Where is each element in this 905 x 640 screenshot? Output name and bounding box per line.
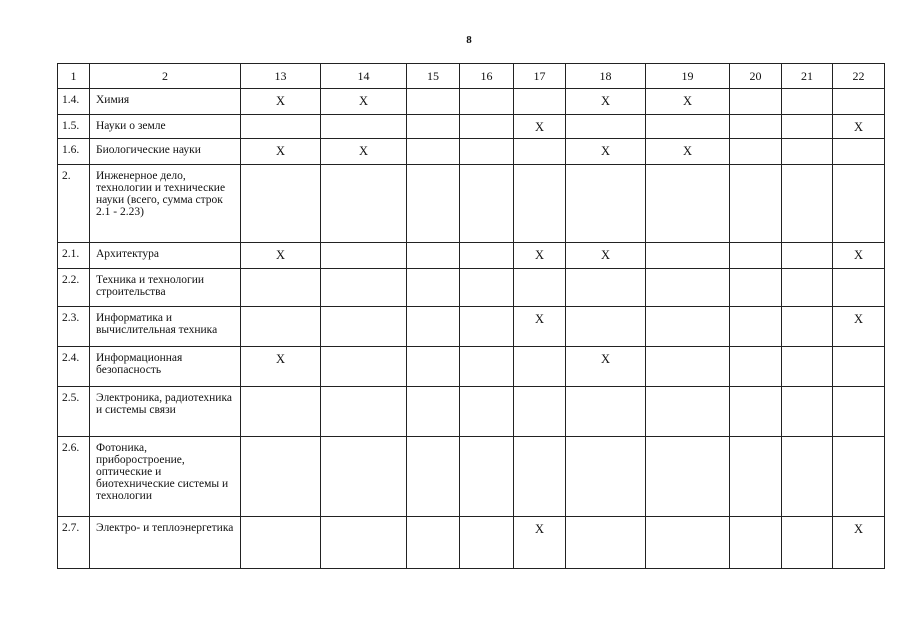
mark-cell <box>782 347 833 387</box>
mark-cell: X <box>241 139 321 165</box>
mark-cell <box>566 115 646 139</box>
row-name-cell: Электроника, радиотехника и системы связи <box>90 387 241 437</box>
mark-cell <box>782 115 833 139</box>
mark-cell <box>514 269 566 307</box>
mark-cell <box>407 347 460 387</box>
header-cell: 13 <box>241 64 321 89</box>
table-body <box>58 64 885 569</box>
row-number-cell: 2.7. <box>58 517 90 569</box>
mark-cell <box>566 517 646 569</box>
mark-cell <box>241 387 321 437</box>
mark-cell: X <box>321 89 407 115</box>
mark-cell <box>782 269 833 307</box>
mark-cell <box>782 387 833 437</box>
table-row <box>58 307 885 347</box>
row-name-cell: Инженерное дело, технологии и технические науки (всего, сумма строк 2.1 - 2.23) <box>90 165 241 243</box>
mark-cell: X <box>646 139 730 165</box>
mark-cell <box>646 347 730 387</box>
row-name-cell: Информатика и вычислительная техника <box>90 307 241 347</box>
mark-cell <box>514 387 566 437</box>
header-cell: 1 <box>58 64 90 89</box>
mark-cell <box>566 165 646 243</box>
mark-cell <box>833 165 885 243</box>
mark-cell <box>407 139 460 165</box>
row-name-cell: Электро- и теплоэнергетика <box>90 517 241 569</box>
mark-cell: X <box>833 243 885 269</box>
row-number-cell: 2. <box>58 165 90 243</box>
mark-cell <box>730 387 782 437</box>
mark-cell <box>321 347 407 387</box>
mark-cell <box>646 517 730 569</box>
row-name-cell: Химия <box>90 89 241 115</box>
mark-cell <box>730 307 782 347</box>
mark-cell <box>460 115 514 139</box>
mark-cell <box>730 89 782 115</box>
row-number-cell: 1.6. <box>58 139 90 165</box>
mark-cell: X <box>566 347 646 387</box>
table-row <box>58 387 885 437</box>
table-header-row <box>58 64 885 89</box>
header-cell: 15 <box>407 64 460 89</box>
row-number-cell: 2.5. <box>58 387 90 437</box>
mark-cell: X <box>833 115 885 139</box>
mark-cell <box>460 89 514 115</box>
mark-cell <box>514 139 566 165</box>
mark-cell <box>782 517 833 569</box>
mark-cell <box>646 387 730 437</box>
table-row <box>58 165 885 243</box>
header-cell: 19 <box>646 64 730 89</box>
mark-cell <box>241 307 321 347</box>
mark-cell <box>514 347 566 387</box>
data-table <box>57 63 885 569</box>
page-number: 8 <box>466 34 472 46</box>
mark-cell <box>407 307 460 347</box>
mark-cell: X <box>646 89 730 115</box>
mark-cell <box>833 269 885 307</box>
mark-cell: X <box>514 115 566 139</box>
mark-cell <box>407 165 460 243</box>
mark-cell: X <box>833 517 885 569</box>
mark-cell <box>646 165 730 243</box>
mark-cell <box>566 437 646 517</box>
mark-cell <box>460 165 514 243</box>
mark-cell <box>730 269 782 307</box>
mark-cell <box>241 437 321 517</box>
mark-cell <box>566 269 646 307</box>
mark-cell <box>782 243 833 269</box>
mark-cell <box>833 387 885 437</box>
mark-cell <box>407 517 460 569</box>
mark-cell <box>514 165 566 243</box>
mark-cell <box>321 243 407 269</box>
mark-cell: X <box>566 89 646 115</box>
mark-cell <box>730 115 782 139</box>
mark-cell <box>833 437 885 517</box>
mark-cell <box>782 139 833 165</box>
header-cell: 16 <box>460 64 514 89</box>
row-number-cell: 2.1. <box>58 243 90 269</box>
table-row <box>58 517 885 569</box>
row-name-cell: Архитектура <box>90 243 241 269</box>
mark-cell <box>730 437 782 517</box>
mark-cell <box>321 307 407 347</box>
mark-cell: X <box>321 139 407 165</box>
mark-cell <box>407 437 460 517</box>
table-row <box>58 347 885 387</box>
mark-cell <box>241 115 321 139</box>
row-number-cell: 2.4. <box>58 347 90 387</box>
header-cell: 17 <box>514 64 566 89</box>
mark-cell <box>833 139 885 165</box>
mark-cell <box>321 517 407 569</box>
mark-cell <box>321 165 407 243</box>
mark-cell <box>514 437 566 517</box>
mark-cell: X <box>566 243 646 269</box>
table-row <box>58 115 885 139</box>
mark-cell <box>321 269 407 307</box>
mark-cell: X <box>241 347 321 387</box>
row-number-cell: 2.2. <box>58 269 90 307</box>
mark-cell: X <box>514 307 566 347</box>
mark-cell <box>514 89 566 115</box>
mark-cell <box>460 269 514 307</box>
row-name-cell: Информационная безопасность <box>90 347 241 387</box>
table-row <box>58 243 885 269</box>
mark-cell: X <box>566 139 646 165</box>
mark-cell: X <box>514 243 566 269</box>
row-number-cell: 2.6. <box>58 437 90 517</box>
mark-cell <box>241 269 321 307</box>
mark-cell <box>730 517 782 569</box>
mark-cell <box>566 307 646 347</box>
mark-cell <box>833 89 885 115</box>
mark-cell <box>460 517 514 569</box>
row-name-cell: Фотоника, приборостроение, оптические и биотехнические системы и технологии <box>90 437 241 517</box>
mark-cell <box>407 89 460 115</box>
row-name-cell: Техника и технологии строительства <box>90 269 241 307</box>
header-cell: 21 <box>782 64 833 89</box>
row-name-cell: Биологические науки <box>90 139 241 165</box>
mark-cell <box>321 437 407 517</box>
table-row <box>58 269 885 307</box>
mark-cell <box>730 243 782 269</box>
mark-cell <box>241 165 321 243</box>
header-cell: 14 <box>321 64 407 89</box>
mark-cell <box>460 437 514 517</box>
row-number-cell: 2.3. <box>58 307 90 347</box>
mark-cell <box>782 165 833 243</box>
mark-cell <box>646 243 730 269</box>
mark-cell <box>782 437 833 517</box>
mark-cell <box>646 437 730 517</box>
mark-cell <box>782 89 833 115</box>
mark-cell <box>646 269 730 307</box>
mark-cell <box>321 115 407 139</box>
row-number-cell: 1.4. <box>58 89 90 115</box>
header-cell: 22 <box>833 64 885 89</box>
mark-cell <box>460 243 514 269</box>
table-row <box>58 89 885 115</box>
mark-cell <box>321 387 407 437</box>
table-row <box>58 437 885 517</box>
mark-cell <box>730 139 782 165</box>
mark-cell: X <box>241 89 321 115</box>
mark-cell <box>646 115 730 139</box>
mark-cell <box>407 269 460 307</box>
mark-cell <box>782 307 833 347</box>
mark-cell <box>460 139 514 165</box>
mark-cell <box>407 243 460 269</box>
mark-cell: X <box>833 307 885 347</box>
mark-cell <box>460 347 514 387</box>
mark-cell <box>730 165 782 243</box>
mark-cell <box>646 307 730 347</box>
mark-cell <box>460 387 514 437</box>
header-cell: 2 <box>90 64 241 89</box>
row-name-cell: Науки о земле <box>90 115 241 139</box>
mark-cell: X <box>241 243 321 269</box>
mark-cell <box>241 517 321 569</box>
row-number-cell: 1.5. <box>58 115 90 139</box>
header-cell: 18 <box>566 64 646 89</box>
mark-cell <box>833 347 885 387</box>
header-cell: 20 <box>730 64 782 89</box>
table-row <box>58 139 885 165</box>
mark-cell <box>730 347 782 387</box>
mark-cell <box>407 115 460 139</box>
mark-cell <box>566 387 646 437</box>
mark-cell <box>460 307 514 347</box>
mark-cell <box>407 387 460 437</box>
mark-cell: X <box>514 517 566 569</box>
